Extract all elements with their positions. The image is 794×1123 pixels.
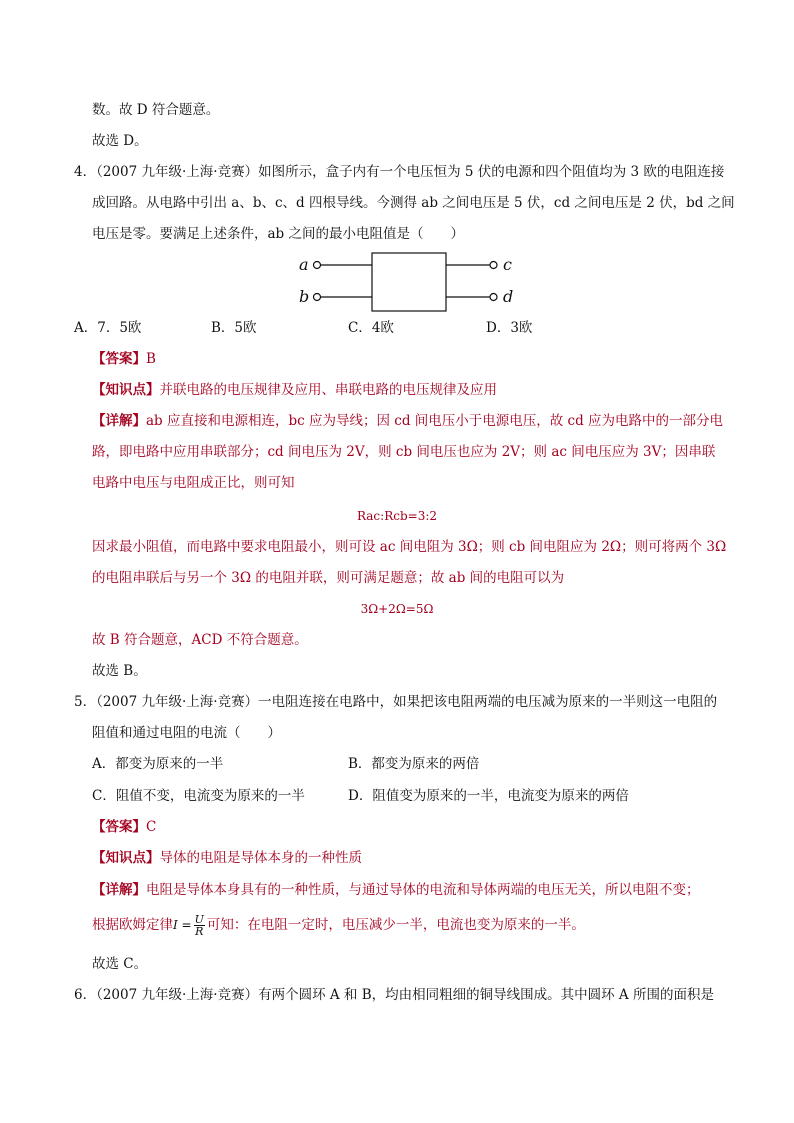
answer-tag: 【答案】 (92, 819, 146, 835)
detail-tag: 【详解】 (92, 882, 146, 898)
terminal-b-node (314, 294, 321, 301)
q5-answer (92, 817, 156, 837)
q5-option-c: C．阻值不变，电流变为原来的一半 (92, 788, 305, 804)
q4-answer (92, 349, 156, 369)
q5-detail-line1: 【详解】电阻是导体本身具有的一种性质，与通过导体的电流和导体两端的电压无关，所以电阻不变； (92, 882, 700, 898)
ohm-law-lhs: I = (173, 918, 192, 932)
q4-detail-line6: 故 B 符合题意，ACD 不符合题意。 (92, 632, 308, 648)
q4-option-a: A．7．5欧 (74, 320, 142, 336)
q4-detail-line3: 电路中电压与电阻成正比，则可知 (92, 475, 295, 491)
q6-stem-line1: 6．（2007 九年级·上海·竞赛）有两个圆环 A 和 B，均由相同粗细的铜导线围成。其中圆环 A 所围的面积是 (74, 987, 714, 1003)
prev-conclusion: 故选 D。 (92, 133, 148, 149)
q5-detail-line2: 根据欧姆定律I = $\frac{U}{R}$ 可知：在电阻一定时，电压减少一半，电流也变为原来的一半。 (92, 913, 585, 938)
answer-value: C (146, 819, 157, 835)
q4-option-c: C．4欧 (348, 320, 394, 336)
q5-option-b: B．都变为原来的两倍 (348, 756, 480, 772)
terminal-c-node (490, 262, 497, 269)
q4-circuit-box-figure (296, 250, 526, 316)
prev-answer-line: 数。故 D 符合题意。 (92, 102, 220, 118)
q4-stem-line3: 电压是零。要满足上述条件，ab 之间的最小电阻值是（ ） (92, 226, 464, 242)
answer-value: B (146, 351, 156, 367)
q5-conclusion: 故选 C。 (92, 956, 148, 972)
q4-conclusion: 故选 B。 (92, 663, 147, 679)
q5-knowledge (92, 848, 362, 868)
q4-detail-line1: 【详解】ab 应直接和电源相连，bc 应为导线；因 cd 间电压小于电源电压，故 cd 应为电路中的一部分电 (92, 413, 724, 429)
q4-knowledge (92, 380, 497, 400)
knowledge-text: 并联电路的电压规律及应用、串联电路的电压规律及应用 (159, 382, 497, 398)
knowledge-tag: 【知识点】 (92, 382, 160, 398)
terminal-a-node (314, 262, 321, 269)
q5-option-d: D．阻值变为原来的一半，电流变为原来的两倍 (348, 788, 629, 804)
q4-formula-sum: 3Ω+2Ω=5Ω (360, 602, 434, 616)
q4-formula-ratio: Rac:Rcb=3:2 (356, 509, 438, 523)
q4-detail-line5: 的电阻串联后与另一个 3Ω 的电阻并联，则可满足题意；故 ab 间的电阻可以为 (92, 570, 565, 586)
q4-option-b: B．5欧 (211, 320, 257, 336)
knowledge-tag: 【知识点】 (92, 850, 160, 866)
black-box (372, 253, 446, 311)
q4-stem-line1: 4．（2007 九年级·上海·竞赛）如图所示，盒子内有一个电压恒为 5 伏的电源和四个阻值均为 3 欧的电阻连接 (74, 164, 725, 180)
q5-option-a: A．都变为原来的一半 (92, 756, 224, 772)
q4-option-d: D．3欧 (486, 320, 533, 336)
knowledge-text: 导体的电阻是导体本身的一种性质 (159, 850, 362, 866)
terminal-d-label: d (503, 287, 514, 306)
q5-stem-line1: 5．（2007 九年级·上海·竞赛）一电阻连接在电路中，如果把该电阻两端的电压减为原来的一半则这一电阻的 (74, 694, 718, 710)
ohm-law-fraction: $\frac{U}{R}$ (194, 913, 204, 938)
terminal-a-label: a (299, 255, 309, 274)
detail-tag: 【详解】 (92, 413, 146, 429)
answer-tag: 【答案】 (92, 351, 146, 367)
terminal-b-label: b (299, 287, 310, 306)
q4-detail-line2: 路，即电路中应用串联部分；cd 间电压为 2V，则 cb 间电压也应为 2V；则 ac 间电压应为 3V；因串联 (92, 444, 716, 460)
q4-detail-line4: 因求最小阻值，而电路中要求电阻最小，则可设 ac 间电阻为 3Ω；则 cb 间电阻应为 2Ω；则可将两个 3Ω (92, 539, 727, 555)
q5-stem-line2: 阻值和通过电阻的电流（ ） (92, 725, 281, 741)
q4-stem-line2: 成回路。从电路中引出 a、b、c、d 四根导线。今测得 ab 之间电压是 5 伏，cd 之间电压是 2 伏，bd 之间 (92, 195, 735, 211)
terminal-d-node (490, 294, 497, 301)
terminal-c-label: c (503, 255, 512, 274)
